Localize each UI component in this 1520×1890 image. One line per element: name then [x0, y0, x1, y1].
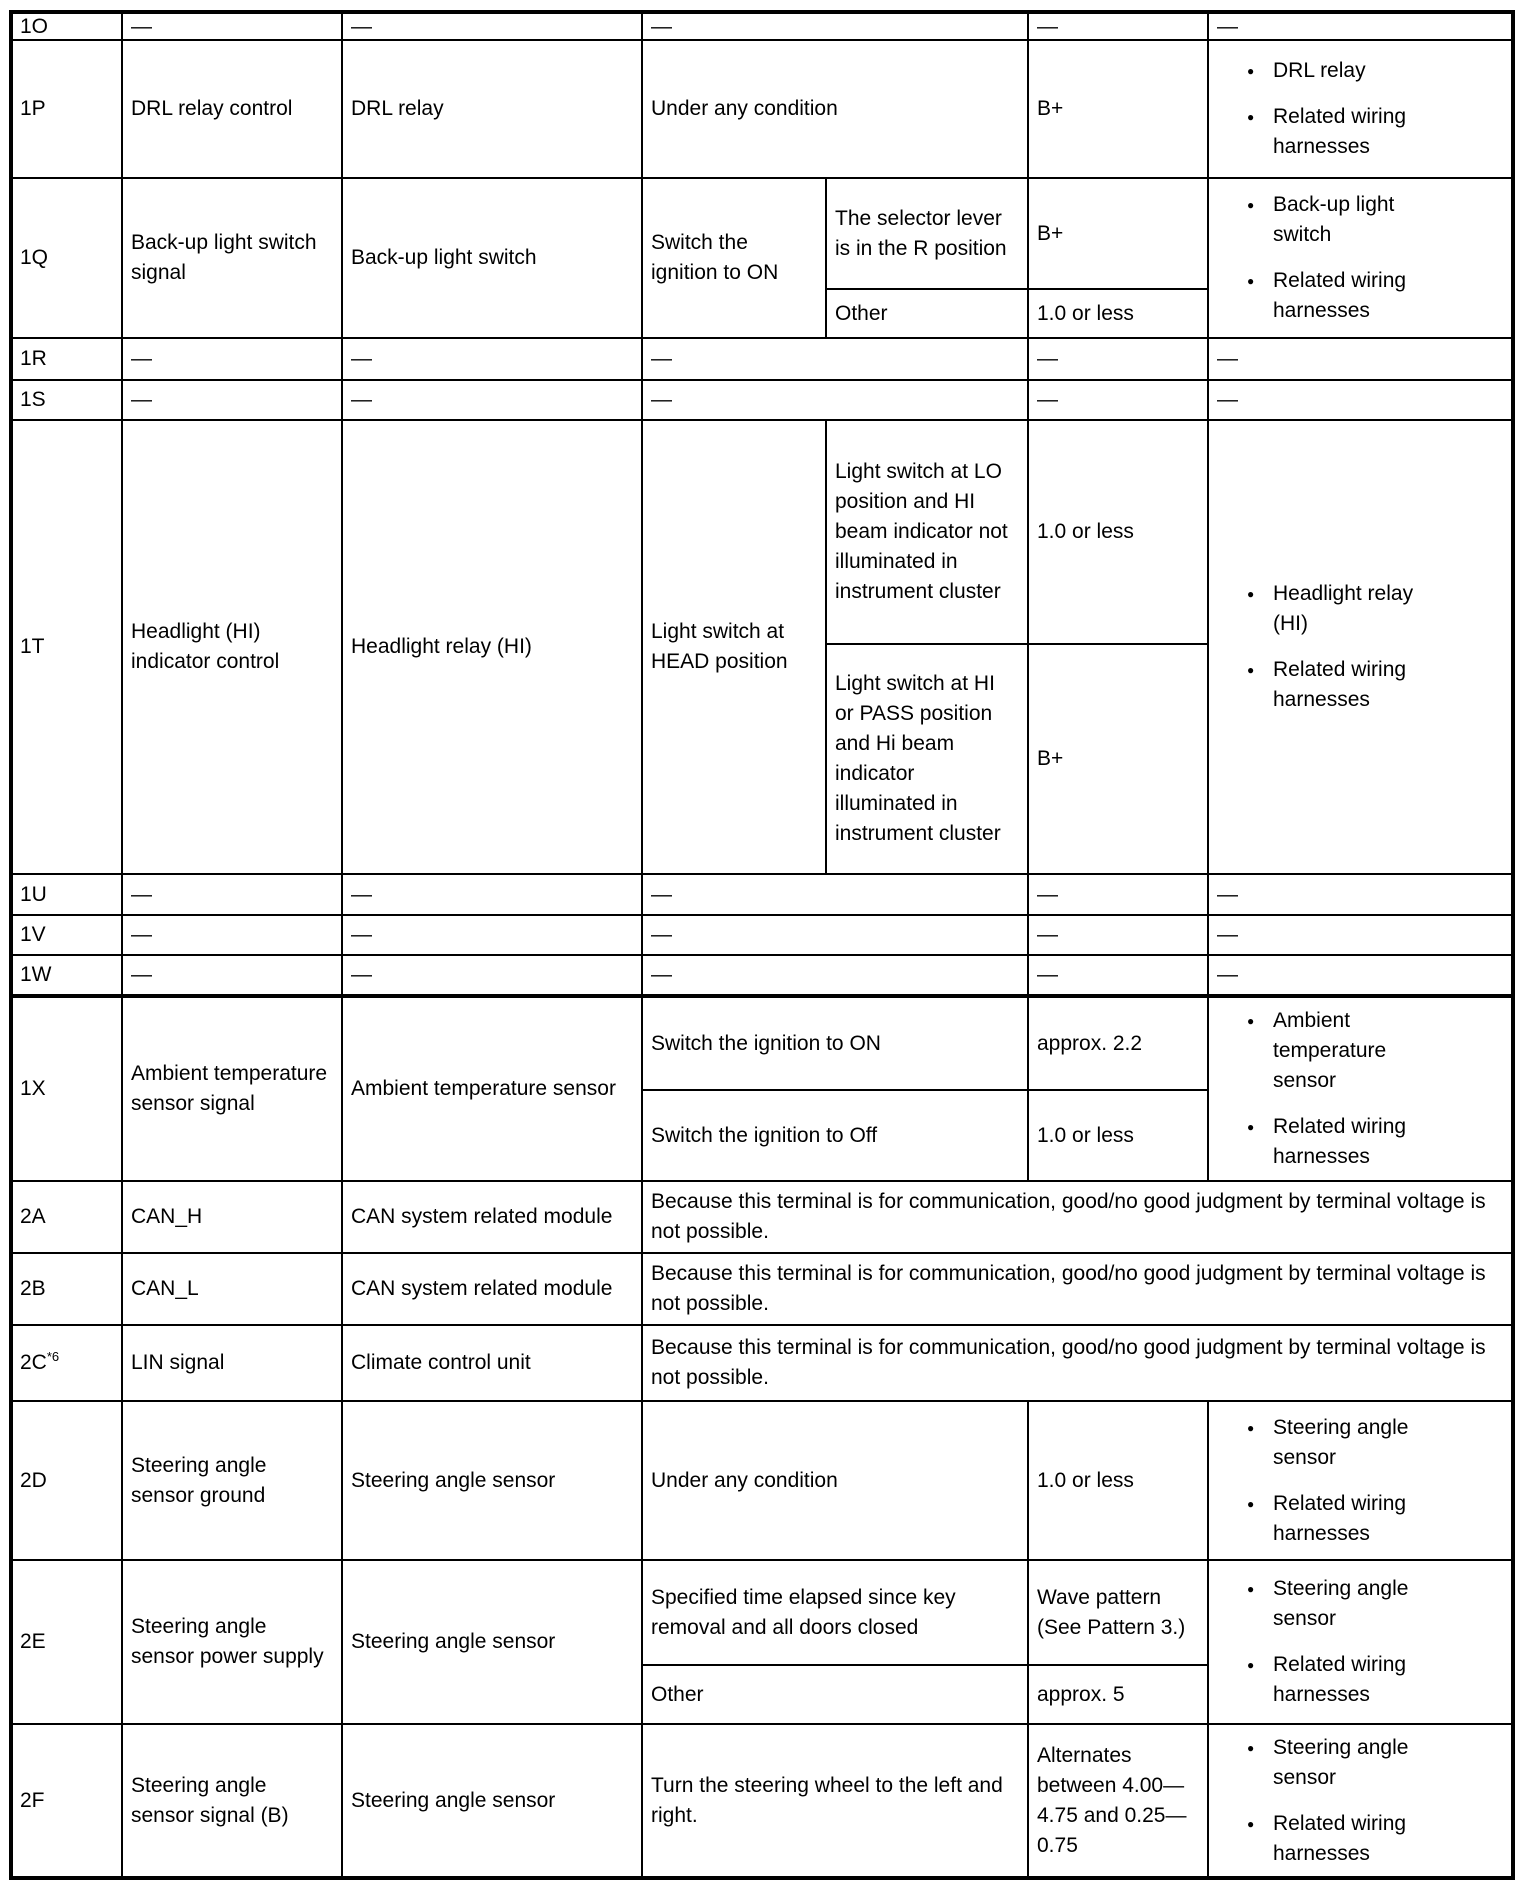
bullet-icon	[1247, 1574, 1273, 1604]
signal-cell: Ambient temperature sensor signal	[122, 996, 342, 1181]
condition-cell: —	[642, 915, 1028, 955]
table-row	[11, 178, 1513, 289]
connected-cell: DRL relay	[342, 40, 642, 178]
connected-cell: Steering angle sensor	[342, 1560, 642, 1724]
terminal-voltage-table	[9, 10, 1515, 1880]
bullet-icon	[1247, 1809, 1273, 1839]
list-item	[1247, 1112, 1501, 1172]
condition-cell: —	[642, 338, 1028, 380]
signal-cell: —	[122, 955, 342, 996]
inspection-item: Related wiring harnesses	[1273, 1115, 1407, 1168]
inspection-list	[1217, 1733, 1501, 1869]
connected-cell: Ambient temperature sensor	[342, 996, 642, 1181]
connected-cell: Climate control unit	[342, 1325, 642, 1401]
voltage-cell: —	[1028, 955, 1208, 996]
inspection-item: Steering angle sensor	[1273, 1415, 1409, 1469]
condition-cell: —	[642, 955, 1028, 996]
inspection-list	[1217, 56, 1501, 162]
terminal-cell: 2D	[11, 1401, 122, 1560]
table-row	[11, 874, 1513, 915]
inspection-list	[1217, 1006, 1501, 1172]
signal-cell: DRL relay control	[122, 40, 342, 178]
table-row	[11, 1325, 1513, 1401]
signal-cell: LIN signal	[122, 1325, 342, 1401]
signal-cell: —	[122, 915, 342, 955]
condition-cell: Switch the ignition to ON	[642, 178, 826, 338]
connected-cell: Back-up light switch	[342, 178, 642, 338]
terminal-cell: 2A	[11, 1181, 122, 1253]
bullet-icon	[1247, 655, 1273, 685]
bullet-icon	[1247, 1413, 1273, 1443]
voltage-cell: —	[1028, 338, 1208, 380]
terminal-cell: 1R	[11, 338, 122, 380]
inspection-cell	[1208, 1401, 1513, 1560]
condition-cell: Under any condition	[642, 1401, 1028, 1560]
signal-cell: CAN_H	[122, 1181, 342, 1253]
table-row	[11, 420, 1513, 644]
voltage-cell: 1.0 or less	[1028, 420, 1208, 644]
terminal-cell	[11, 1325, 122, 1401]
table-row	[11, 12, 1513, 40]
inspection-cell	[1208, 1560, 1513, 1724]
terminal-cell: 1U	[11, 874, 122, 915]
connected-cell: —	[342, 915, 642, 955]
table-row	[11, 1253, 1513, 1325]
inspection-cell: —	[1208, 12, 1513, 40]
inspection-cell	[1208, 1724, 1513, 1878]
inspection-item: Ambient temperature sensor	[1273, 1009, 1387, 1092]
table-row	[11, 915, 1513, 955]
condition-sub-cell: Other	[826, 289, 1028, 338]
list-item	[1247, 1489, 1501, 1549]
terminal-cell: 1O	[11, 12, 122, 40]
connected-cell: —	[342, 955, 642, 996]
condition-sub-cell: The selector lever is in the R position	[826, 178, 1028, 289]
inspection-list	[1217, 1574, 1501, 1710]
inspection-item: Related wiring harnesses	[1273, 105, 1407, 158]
inspection-item: Steering angle sensor	[1273, 1577, 1409, 1630]
list-item	[1247, 1574, 1501, 1634]
terminal-cell: 2E	[11, 1560, 122, 1724]
condition-cell: —	[642, 380, 1028, 420]
terminal-cell: 1Q	[11, 178, 122, 338]
message-cell: Because this terminal is for communication, good/no good judgment by terminal voltage is not possible.	[642, 1181, 1513, 1253]
bullet-icon	[1247, 1006, 1273, 1036]
connected-cell: Steering angle sensor	[342, 1401, 642, 1560]
bullet-icon	[1247, 1489, 1273, 1519]
terminal-cell: 1S	[11, 380, 122, 420]
condition-sub-cell: Light switch at HI or PASS position and Hi beam indicator illuminated in instrument cluster	[826, 644, 1028, 874]
inspection-cell: —	[1208, 955, 1513, 996]
list-item	[1247, 102, 1501, 162]
terminal-cell: 1T	[11, 420, 122, 874]
voltage-cell: —	[1028, 874, 1208, 915]
inspection-item: Steering angle sensor	[1273, 1735, 1409, 1789]
terminal-cell: 2F	[11, 1724, 122, 1878]
message-cell: Because this terminal is for communication, good/no good judgment by terminal voltage is not possible.	[642, 1325, 1513, 1401]
voltage-cell: 1.0 or less	[1028, 289, 1208, 338]
terminal-footnote: *6	[46, 1349, 60, 1364]
condition-cell: Turn the steering wheel to the left and right.	[642, 1724, 1028, 1878]
voltage-cell: Wave pattern (See Pattern 3.)	[1028, 1560, 1208, 1665]
condition-cell: Under any condition	[642, 40, 1028, 178]
condition-cell: —	[642, 12, 1028, 40]
connected-cell: —	[342, 874, 642, 915]
bullet-icon	[1247, 190, 1273, 220]
inspection-cell: —	[1208, 874, 1513, 915]
voltage-cell: —	[1028, 12, 1208, 40]
signal-cell: —	[122, 380, 342, 420]
signal-cell: —	[122, 12, 342, 40]
table-row	[11, 380, 1513, 420]
list-item	[1247, 1006, 1501, 1096]
condition-cell: Switch the ignition to Off	[642, 1090, 1028, 1181]
inspection-item: Related wiring harnesses	[1273, 1491, 1407, 1545]
list-item	[1247, 1733, 1501, 1793]
condition-sub-cell: Light switch at LO position and HI beam indicator not illuminated in instrument cluster	[826, 420, 1028, 644]
connected-cell: CAN system related module	[342, 1253, 642, 1325]
table-row	[11, 1560, 1513, 1665]
terminal-cell: 1X	[11, 996, 122, 1181]
signal-cell: Back-up light switch signal	[122, 178, 342, 338]
voltage-cell: Alternates between 4.00—4.75 and 0.25—0.75	[1028, 1724, 1208, 1878]
connected-cell: —	[342, 12, 642, 40]
inspection-cell	[1208, 996, 1513, 1181]
inspection-list	[1217, 1413, 1501, 1549]
inspection-item: Related wiring harnesses	[1273, 269, 1407, 322]
table-row	[11, 1401, 1513, 1560]
terminal-cell: 1P	[11, 40, 122, 178]
inspection-cell	[1208, 420, 1513, 874]
inspection-list	[1217, 579, 1501, 715]
table-row	[11, 996, 1513, 1090]
voltage-cell: B+	[1028, 40, 1208, 178]
table-row	[11, 1724, 1513, 1878]
list-item	[1247, 579, 1501, 639]
bullet-icon	[1247, 102, 1273, 132]
inspection-item: Headlight relay (HI)	[1273, 582, 1414, 635]
signal-cell: CAN_L	[122, 1253, 342, 1325]
voltage-cell: 1.0 or less	[1028, 1401, 1208, 1560]
list-item	[1247, 655, 1501, 715]
inspection-cell: —	[1208, 338, 1513, 380]
table-row	[11, 338, 1513, 380]
inspection-cell: —	[1208, 915, 1513, 955]
bullet-icon	[1247, 1112, 1273, 1142]
bullet-icon	[1247, 579, 1273, 609]
condition-cell: —	[642, 874, 1028, 915]
list-item	[1247, 1413, 1501, 1473]
signal-cell: —	[122, 874, 342, 915]
list-item	[1247, 266, 1501, 326]
connected-cell: Steering angle sensor	[342, 1724, 642, 1878]
bullet-icon	[1247, 1733, 1273, 1763]
message-cell: Because this terminal is for communication, good/no good judgment by terminal voltage is not possible.	[642, 1253, 1513, 1325]
inspection-cell: —	[1208, 380, 1513, 420]
signal-cell: Steering angle sensor ground	[122, 1401, 342, 1560]
inspection-item: Related wiring harnesses	[1273, 1653, 1407, 1706]
inspection-list	[1217, 190, 1501, 326]
signal-cell: Steering angle sensor signal (B)	[122, 1724, 342, 1878]
signal-cell: —	[122, 338, 342, 380]
connected-cell: —	[342, 338, 642, 380]
connected-cell: —	[342, 380, 642, 420]
voltage-cell: B+	[1028, 178, 1208, 289]
condition-cell: Specified time elapsed since key removal and all doors closed	[642, 1560, 1028, 1665]
voltage-cell: approx. 5	[1028, 1665, 1208, 1724]
table-row	[11, 1181, 1513, 1253]
connected-cell: CAN system related module	[342, 1181, 642, 1253]
inspection-item: Related wiring harnesses	[1273, 658, 1407, 711]
condition-cell: Light switch at HEAD position	[642, 420, 826, 874]
voltage-cell: 1.0 or less	[1028, 1090, 1208, 1181]
terminal-label: 2C	[20, 1351, 47, 1374]
bullet-icon	[1247, 1650, 1273, 1680]
signal-cell: Headlight (HI) indicator control	[122, 420, 342, 874]
inspection-item: Back-up light switch	[1273, 193, 1395, 246]
terminal-cell: 2B	[11, 1253, 122, 1325]
table-row	[11, 40, 1513, 178]
list-item	[1247, 190, 1501, 250]
bullet-icon	[1247, 56, 1273, 86]
connected-cell: Headlight relay (HI)	[342, 420, 642, 874]
table-row	[11, 955, 1513, 996]
condition-cell: Switch the ignition to ON	[642, 996, 1028, 1090]
signal-cell: Steering angle sensor power supply	[122, 1560, 342, 1724]
terminal-cell: 1V	[11, 915, 122, 955]
inspection-item: Related wiring harnesses	[1273, 1811, 1407, 1865]
voltage-cell: B+	[1028, 644, 1208, 874]
condition-cell: Other	[642, 1665, 1028, 1724]
list-item	[1247, 56, 1501, 86]
voltage-cell: —	[1028, 380, 1208, 420]
terminal-cell: 1W	[11, 955, 122, 996]
voltage-cell: —	[1028, 915, 1208, 955]
voltage-cell: approx. 2.2	[1028, 996, 1208, 1090]
inspection-item: DRL relay	[1273, 59, 1366, 82]
list-item	[1247, 1809, 1501, 1869]
inspection-cell	[1208, 178, 1513, 338]
list-item	[1247, 1650, 1501, 1710]
bullet-icon	[1247, 266, 1273, 296]
inspection-cell	[1208, 40, 1513, 178]
